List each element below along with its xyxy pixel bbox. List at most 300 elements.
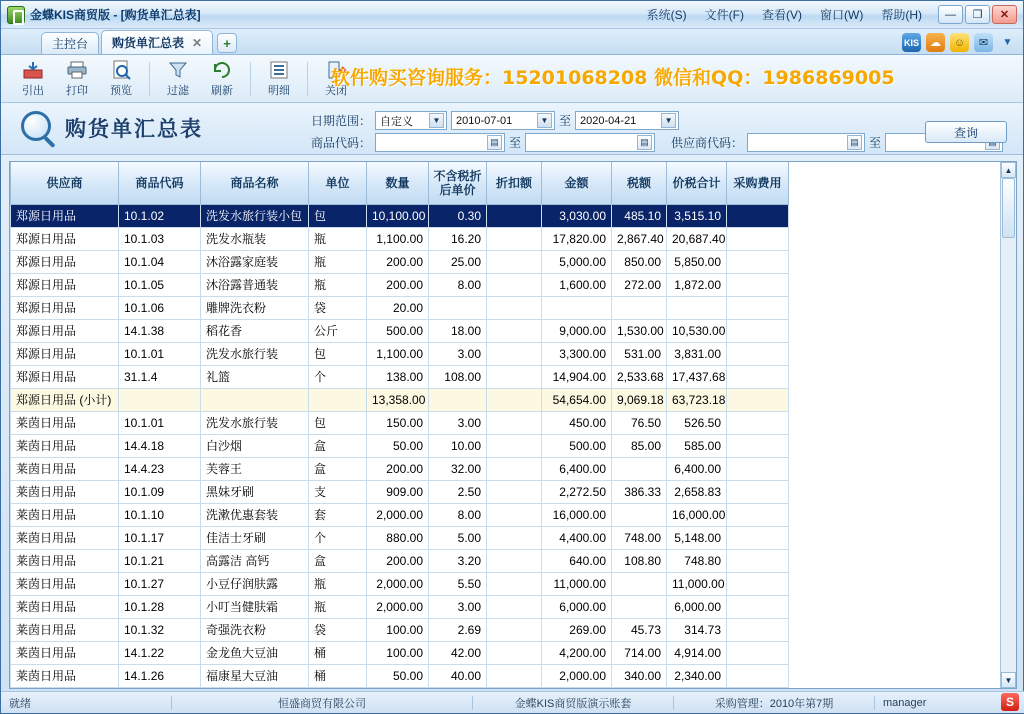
menu-view[interactable]: 查看(V) xyxy=(762,8,802,22)
grid-vertical-scrollbar[interactable] xyxy=(1000,162,1016,688)
cell-r18-c4: 100.00 xyxy=(367,618,429,641)
cell-r18-c9: 314.73 xyxy=(667,618,727,641)
message-icon[interactable]: ✉ xyxy=(974,33,993,52)
table-row[interactable] xyxy=(11,480,789,503)
cell-r6-c1: 10.1.01 xyxy=(119,342,201,365)
cell-r10-c7: 500.00 xyxy=(542,434,612,457)
cell-r21-c2 xyxy=(201,687,309,688)
kis-icon[interactable]: KIS xyxy=(902,33,921,52)
promo-text: 软件购买咨询服务：15201068208 微信和QQ：1986869005 xyxy=(331,67,895,89)
cell-r3-c1: 10.1.05 xyxy=(119,273,201,296)
cell-r6-c7: 3,300.00 xyxy=(542,342,612,365)
cell-r9-c0: 莱茵日用品 xyxy=(11,411,119,434)
cell-r8-c3 xyxy=(309,388,367,411)
supplier-code-from-input[interactable] xyxy=(747,133,865,152)
report-grid xyxy=(9,161,1017,689)
refresh-button[interactable] xyxy=(200,57,244,101)
date-filter-row xyxy=(311,111,679,130)
cell-r13-c4: 2,000.00 xyxy=(367,503,429,526)
export-button[interactable] xyxy=(11,57,55,101)
cell-r2-c2: 沐浴露家庭装 xyxy=(201,250,309,273)
cell-r15-c0: 莱茵日用品 xyxy=(11,549,119,572)
cell-r20-c5: 40.00 xyxy=(429,664,487,687)
table-row[interactable] xyxy=(11,618,789,641)
cell-r7-c4: 138.00 xyxy=(367,365,429,388)
cell-r11-c8 xyxy=(612,457,667,480)
table-row[interactable] xyxy=(11,273,789,296)
cell-r8-c6 xyxy=(487,388,542,411)
tab-console[interactable] xyxy=(41,32,99,54)
maximize-button[interactable]: ❐ xyxy=(965,5,990,24)
cell-r1-c7: 17,820.00 xyxy=(542,227,612,250)
table-row[interactable] xyxy=(11,342,789,365)
cell-r1-c0: 郑源日用品 xyxy=(11,227,119,250)
table-header xyxy=(11,162,789,204)
cell-r14-c6 xyxy=(487,526,542,549)
cell-r16-c2: 小豆仔润肤露 xyxy=(201,572,309,595)
cell-r1-c2: 洗发水瓶装 xyxy=(201,227,309,250)
cell-r10-c4: 50.00 xyxy=(367,434,429,457)
cell-r8-c7: 54,654.00 xyxy=(542,388,612,411)
filter-button[interactable] xyxy=(156,57,200,101)
cell-r19-c2: 金龙鱼大豆油 xyxy=(201,641,309,664)
table-body xyxy=(11,204,789,688)
cell-r10-c5: 10.00 xyxy=(429,434,487,457)
product-code-mid-label: 至 xyxy=(509,136,522,150)
product-code-from-input[interactable] xyxy=(375,133,505,152)
cell-r15-c9: 748.80 xyxy=(667,549,727,572)
cell-r20-c7: 2,000.00 xyxy=(542,664,612,687)
cell-r5-c4: 500.00 xyxy=(367,319,429,342)
cell-r10-c10 xyxy=(727,434,789,457)
cell-r11-c2: 芙蓉王 xyxy=(201,457,309,480)
cell-r20-c6 xyxy=(487,664,542,687)
cell-r18-c1: 10.1.32 xyxy=(119,618,201,641)
table-row[interactable] xyxy=(11,411,789,434)
cell-r12-c9: 2,658.83 xyxy=(667,480,727,503)
cell-r20-c10 xyxy=(727,664,789,687)
table-row[interactable] xyxy=(11,250,789,273)
cell-r20-c8: 340.00 xyxy=(612,664,667,687)
cell-r0-c1: 10.1.02 xyxy=(119,204,201,227)
column-header-5[interactable]: 不含税折后单价 xyxy=(429,162,487,204)
cell-r16-c4: 2,000.00 xyxy=(367,572,429,595)
table-row[interactable] xyxy=(11,204,789,227)
cell-r11-c5: 32.00 xyxy=(429,457,487,480)
cell-r9-c10 xyxy=(727,411,789,434)
cell-r11-c9: 6,400.00 xyxy=(667,457,727,480)
cell-r6-c10 xyxy=(727,342,789,365)
cell-r5-c2: 稻花香 xyxy=(201,319,309,342)
cell-r0-c2: 洗发水旅行装小包 xyxy=(201,204,309,227)
column-header-8[interactable]: 税额 xyxy=(612,162,667,204)
table-row[interactable] xyxy=(11,365,789,388)
date-range-label: 日期范围： xyxy=(311,114,372,128)
cell-r7-c1: 31.1.4 xyxy=(119,365,201,388)
cell-r16-c8 xyxy=(612,572,667,595)
cell-r2-c10 xyxy=(727,250,789,273)
detail-button[interactable] xyxy=(257,57,301,101)
cell-r13-c9: 16,000.00 xyxy=(667,503,727,526)
preview-icon xyxy=(110,60,132,80)
cell-r13-c3: 套 xyxy=(309,503,367,526)
cell-r2-c3: 瓶 xyxy=(309,250,367,273)
kingdee-icon xyxy=(7,6,25,24)
cell-r13-c1: 10.1.10 xyxy=(119,503,201,526)
cell-r15-c8: 108.80 xyxy=(612,549,667,572)
cell-r10-c2: 白沙烟 xyxy=(201,434,309,457)
cell-r12-c2: 黑妹牙刷 xyxy=(201,480,309,503)
cell-r0-c4: 10,100.00 xyxy=(367,204,429,227)
cell-r3-c7: 1,600.00 xyxy=(542,273,612,296)
smiley-icon[interactable]: ☺ xyxy=(950,33,969,52)
calendar-chevron-icon-2[interactable]: ▼ xyxy=(661,113,676,128)
cell-r1-c1: 10.1.03 xyxy=(119,227,201,250)
query-button[interactable]: 查询 xyxy=(925,121,1007,143)
tab-purchase-summary[interactable] xyxy=(101,30,213,54)
cell-r21-c4 xyxy=(367,687,429,688)
cell-r5-c0: 郑源日用品 xyxy=(11,319,119,342)
cell-r3-c6 xyxy=(487,273,542,296)
cell-r12-c0: 莱茵日用品 xyxy=(11,480,119,503)
add-tab-button[interactable]: + xyxy=(217,33,237,53)
column-header-4[interactable]: 数量 xyxy=(367,162,429,204)
chevron-down-icon[interactable]: ▼ xyxy=(1002,37,1013,48)
cell-r11-c7: 6,400.00 xyxy=(542,457,612,480)
toolbar-separator-3 xyxy=(307,62,308,96)
filter-label: 过滤 xyxy=(167,84,189,97)
cell-r14-c7: 4,400.00 xyxy=(542,526,612,549)
lookup-icon-3[interactable]: ▤ xyxy=(847,135,862,150)
cell-r4-c7 xyxy=(542,296,612,319)
table-row[interactable] xyxy=(11,549,789,572)
cell-r6-c8: 531.00 xyxy=(612,342,667,365)
table-row[interactable] xyxy=(11,319,789,342)
close-view-label: 关闭 xyxy=(325,84,347,97)
cell-r19-c6 xyxy=(487,641,542,664)
window-controls xyxy=(938,5,1017,24)
cell-r0-c3: 包 xyxy=(309,204,367,227)
product-code-to-input[interactable] xyxy=(525,133,655,152)
cell-r5-c7: 9,000.00 xyxy=(542,319,612,342)
cell-r14-c0: 莱茵日用品 xyxy=(11,526,119,549)
page-title: 购货单汇总表 xyxy=(65,118,203,141)
column-header-3[interactable]: 单位 xyxy=(309,162,367,204)
column-header-7[interactable]: 金额 xyxy=(542,162,612,204)
cell-r20-c1: 14.1.26 xyxy=(119,664,201,687)
preview-label: 预览 xyxy=(110,84,132,97)
toolbar-separator-2 xyxy=(250,62,251,96)
date-to-input[interactable] xyxy=(575,111,679,130)
cell-r13-c0: 莱茵日用品 xyxy=(11,503,119,526)
cell-r7-c9: 17,437.68 xyxy=(667,365,727,388)
column-header-9[interactable]: 价税合计 xyxy=(667,162,727,204)
cell-r0-c6 xyxy=(487,204,542,227)
cell-r14-c8: 748.00 xyxy=(612,526,667,549)
printer-icon xyxy=(66,60,88,80)
cell-r9-c5: 3.00 xyxy=(429,411,487,434)
column-header-2[interactable]: 商品名称 xyxy=(201,162,309,204)
cell-r4-c3: 袋 xyxy=(309,296,367,319)
sogou-icon[interactable]: S xyxy=(1001,693,1019,711)
cell-r8-c4: 13,358.00 xyxy=(367,388,429,411)
funnel-icon xyxy=(167,60,189,80)
cell-r19-c10 xyxy=(727,641,789,664)
lookup-icon-2[interactable]: ▤ xyxy=(637,135,652,150)
cell-r2-c0: 郑源日用品 xyxy=(11,250,119,273)
cell-r17-c8 xyxy=(612,595,667,618)
cell-r8-c5 xyxy=(429,388,487,411)
cell-r19-c7: 4,200.00 xyxy=(542,641,612,664)
cell-r16-c6 xyxy=(487,572,542,595)
cell-r18-c10 xyxy=(727,618,789,641)
status-left: 就绪 xyxy=(9,697,31,710)
date-to-label: 至 xyxy=(559,114,572,128)
cell-r2-c4: 200.00 xyxy=(367,250,429,273)
cell-r21-c10 xyxy=(727,687,789,688)
cell-r9-c9: 526.50 xyxy=(667,411,727,434)
cell-r17-c1: 10.1.28 xyxy=(119,595,201,618)
cell-r1-c6 xyxy=(487,227,542,250)
cell-r18-c8: 45.73 xyxy=(612,618,667,641)
cell-r2-c5: 25.00 xyxy=(429,250,487,273)
cell-r11-c6 xyxy=(487,457,542,480)
cell-r6-c6 xyxy=(487,342,542,365)
cell-r2-c1: 10.1.04 xyxy=(119,250,201,273)
cell-r8-c2 xyxy=(201,388,309,411)
menu-window[interactable]: 窗口(W) xyxy=(820,8,864,22)
close-window-button[interactable]: ✕ xyxy=(992,5,1017,24)
column-header-0[interactable]: 供应商 xyxy=(11,162,119,204)
supplier-code-label: 供应商代码： xyxy=(671,136,744,150)
cell-r17-c2: 小叮当健肤霜 xyxy=(201,595,309,618)
cell-r21-c1 xyxy=(119,687,201,688)
tab-console-label: 主控台 xyxy=(52,37,89,51)
cell-r0-c10 xyxy=(727,204,789,227)
cell-r3-c0: 郑源日用品 xyxy=(11,273,119,296)
cell-r9-c2: 洗发水旅行装 xyxy=(201,411,309,434)
cell-r11-c10 xyxy=(727,457,789,480)
cell-r12-c5: 2.50 xyxy=(429,480,487,503)
table-row[interactable] xyxy=(11,503,789,526)
calendar-chevron-icon[interactable]: ▼ xyxy=(537,113,552,128)
table-row[interactable] xyxy=(11,434,789,457)
detail-icon xyxy=(268,60,290,80)
column-header-1[interactable]: 商品代码 xyxy=(119,162,201,204)
cell-r8-c8: 9,069.18 xyxy=(612,388,667,411)
refresh-label: 刷新 xyxy=(211,84,233,97)
cell-r8-c9: 63,723.18 xyxy=(667,388,727,411)
cell-r18-c2: 奇强洗衣粉 xyxy=(201,618,309,641)
cell-r17-c0: 莱茵日用品 xyxy=(11,595,119,618)
cell-r13-c10 xyxy=(727,503,789,526)
cell-r3-c2: 沐浴露普通装 xyxy=(201,273,309,296)
cell-r3-c3: 瓶 xyxy=(309,273,367,296)
cell-r11-c4: 200.00 xyxy=(367,457,429,480)
minimize-button[interactable]: — xyxy=(938,5,963,24)
magnifier-icon xyxy=(21,111,51,141)
window-title: 金蝶KIS商贸版 - [购货单汇总表] xyxy=(30,8,201,22)
cell-r5-c1: 14.1.38 xyxy=(119,319,201,342)
lookup-icon[interactable]: ▤ xyxy=(487,135,502,150)
cell-r21-c0 xyxy=(11,687,119,688)
cell-r1-c4: 1,100.00 xyxy=(367,227,429,250)
cell-r4-c1: 10.1.06 xyxy=(119,296,201,319)
cell-r12-c10 xyxy=(727,480,789,503)
cell-r19-c5: 42.00 xyxy=(429,641,487,664)
table-row[interactable] xyxy=(11,687,789,688)
cell-r21-c6 xyxy=(487,687,542,688)
cell-r19-c4: 100.00 xyxy=(367,641,429,664)
cell-r12-c8: 386.33 xyxy=(612,480,667,503)
toolbar-separator-1 xyxy=(149,62,150,96)
table-row[interactable] xyxy=(11,526,789,549)
cell-r18-c5: 2.69 xyxy=(429,618,487,641)
cell-r20-c2: 福康星大豆油 xyxy=(201,664,309,687)
status-account-set: 金蝶KIS商贸版演示账套 xyxy=(514,697,632,710)
cell-r1-c8: 2,867.40 xyxy=(612,227,667,250)
cell-r17-c9: 6,000.00 xyxy=(667,595,727,618)
menu-bar xyxy=(639,3,1021,26)
table-row[interactable] xyxy=(11,388,789,411)
grid-scroll-area[interactable] xyxy=(10,162,1000,688)
export-icon xyxy=(22,60,44,80)
close-tab-icon[interactable]: ✕ xyxy=(192,35,203,50)
cell-r11-c3: 盒 xyxy=(309,457,367,480)
cell-r0-c0: 郑源日用品 xyxy=(11,204,119,227)
scroll-thumb[interactable] xyxy=(1002,178,1015,238)
cell-r4-c2: 雕牌洗衣粉 xyxy=(201,296,309,319)
cell-r7-c8: 2,533.68 xyxy=(612,365,667,388)
cell-r16-c9: 11,000.00 xyxy=(667,572,727,595)
table-row[interactable] xyxy=(11,457,789,480)
cell-r12-c1: 10.1.09 xyxy=(119,480,201,503)
cell-r15-c6 xyxy=(487,549,542,572)
cloud-icon[interactable]: ☁ xyxy=(926,33,945,52)
cell-r20-c4: 50.00 xyxy=(367,664,429,687)
cell-r8-c0: 郑源日用品 (小计) xyxy=(11,388,119,411)
cell-r17-c7: 6,000.00 xyxy=(542,595,612,618)
cell-r4-c9 xyxy=(667,296,727,319)
scroll-down-icon[interactable]: ▼ xyxy=(1001,672,1016,688)
cell-r6-c0: 郑源日用品 xyxy=(11,342,119,365)
supplier-code-mid-label: 至 xyxy=(869,136,882,150)
cell-r3-c9: 1,872.00 xyxy=(667,273,727,296)
cell-r7-c0: 郑源日用品 xyxy=(11,365,119,388)
cell-r12-c6 xyxy=(487,480,542,503)
cell-r2-c7: 5,000.00 xyxy=(542,250,612,273)
cell-r14-c1: 10.1.17 xyxy=(119,526,201,549)
cell-r4-c5 xyxy=(429,296,487,319)
cell-r9-c7: 450.00 xyxy=(542,411,612,434)
table-row[interactable] xyxy=(11,641,789,664)
cell-r13-c6 xyxy=(487,503,542,526)
cell-r9-c6 xyxy=(487,411,542,434)
cell-r20-c9: 2,340.00 xyxy=(667,664,727,687)
tab-strip xyxy=(1,29,1023,55)
date-from-input[interactable] xyxy=(451,111,555,130)
cell-r9-c1: 10.1.01 xyxy=(119,411,201,434)
refresh-icon xyxy=(211,60,233,80)
cell-r15-c4: 200.00 xyxy=(367,549,429,572)
date-range-select[interactable] xyxy=(375,111,447,130)
cell-r0-c8: 485.10 xyxy=(612,204,667,227)
cell-r1-c10 xyxy=(727,227,789,250)
cell-r9-c8: 76.50 xyxy=(612,411,667,434)
cell-r3-c4: 200.00 xyxy=(367,273,429,296)
cell-r16-c10 xyxy=(727,572,789,595)
cell-r6-c3: 包 xyxy=(309,342,367,365)
cell-r14-c9: 5,148.00 xyxy=(667,526,727,549)
cell-r11-c0: 莱茵日用品 xyxy=(11,457,119,480)
cell-r20-c3: 桶 xyxy=(309,664,367,687)
export-label: 引出 xyxy=(22,84,44,97)
cell-r13-c8 xyxy=(612,503,667,526)
cell-r6-c9: 3,831.00 xyxy=(667,342,727,365)
cell-r15-c10 xyxy=(727,549,789,572)
column-header-6[interactable]: 折扣额 xyxy=(487,162,542,204)
cell-r4-c8 xyxy=(612,296,667,319)
cell-r16-c0: 莱茵日用品 xyxy=(11,572,119,595)
cell-r3-c5: 8.00 xyxy=(429,273,487,296)
cell-r12-c4: 909.00 xyxy=(367,480,429,503)
cell-r19-c0: 莱茵日用品 xyxy=(11,641,119,664)
cell-r21-c9 xyxy=(667,687,727,688)
cell-r15-c2: 高露洁 高钙 xyxy=(201,549,309,572)
cell-r17-c3: 瓶 xyxy=(309,595,367,618)
table-row[interactable] xyxy=(11,227,789,250)
cell-r12-c7: 2,272.50 xyxy=(542,480,612,503)
cell-r18-c3: 袋 xyxy=(309,618,367,641)
cell-r4-c6 xyxy=(487,296,542,319)
menu-system[interactable]: 系统(S) xyxy=(646,8,687,22)
cell-r18-c0: 莱茵日用品 xyxy=(11,618,119,641)
cell-r20-c0: 莱茵日用品 xyxy=(11,664,119,687)
table-row[interactable] xyxy=(11,572,789,595)
scroll-track[interactable] xyxy=(1001,238,1016,672)
cell-r21-c5 xyxy=(429,687,487,688)
report-filter-bar xyxy=(1,103,1023,155)
table-row[interactable] xyxy=(11,664,789,687)
chevron-down-icon[interactable]: ▼ xyxy=(429,113,444,128)
print-button[interactable] xyxy=(55,57,99,101)
cell-r15-c1: 10.1.21 xyxy=(119,549,201,572)
code-filter-row xyxy=(311,133,1003,152)
cell-r2-c6 xyxy=(487,250,542,273)
cell-r10-c3: 盒 xyxy=(309,434,367,457)
column-header-10[interactable]: 采购费用 xyxy=(727,162,789,204)
status-bar xyxy=(1,691,1024,713)
table-row[interactable] xyxy=(11,595,789,618)
scroll-up-icon[interactable]: ▲ xyxy=(1001,162,1016,178)
cell-r5-c5: 18.00 xyxy=(429,319,487,342)
cell-r19-c9: 4,914.00 xyxy=(667,641,727,664)
cell-r17-c10 xyxy=(727,595,789,618)
cell-r21-c8 xyxy=(612,687,667,688)
cell-r19-c1: 14.1.22 xyxy=(119,641,201,664)
cell-r16-c3: 瓶 xyxy=(309,572,367,595)
detail-label: 明细 xyxy=(268,84,290,97)
cell-r8-c10 xyxy=(727,388,789,411)
cell-r5-c10 xyxy=(727,319,789,342)
cell-r0-c5: 0.30 xyxy=(429,204,487,227)
cell-r9-c3: 包 xyxy=(309,411,367,434)
menu-help[interactable]: 帮助(H) xyxy=(881,8,922,22)
menu-file[interactable]: 文件(F) xyxy=(704,8,744,22)
preview-button[interactable] xyxy=(99,57,143,101)
table-row[interactable] xyxy=(11,296,789,319)
product-code-label: 商品代码： xyxy=(311,136,372,150)
